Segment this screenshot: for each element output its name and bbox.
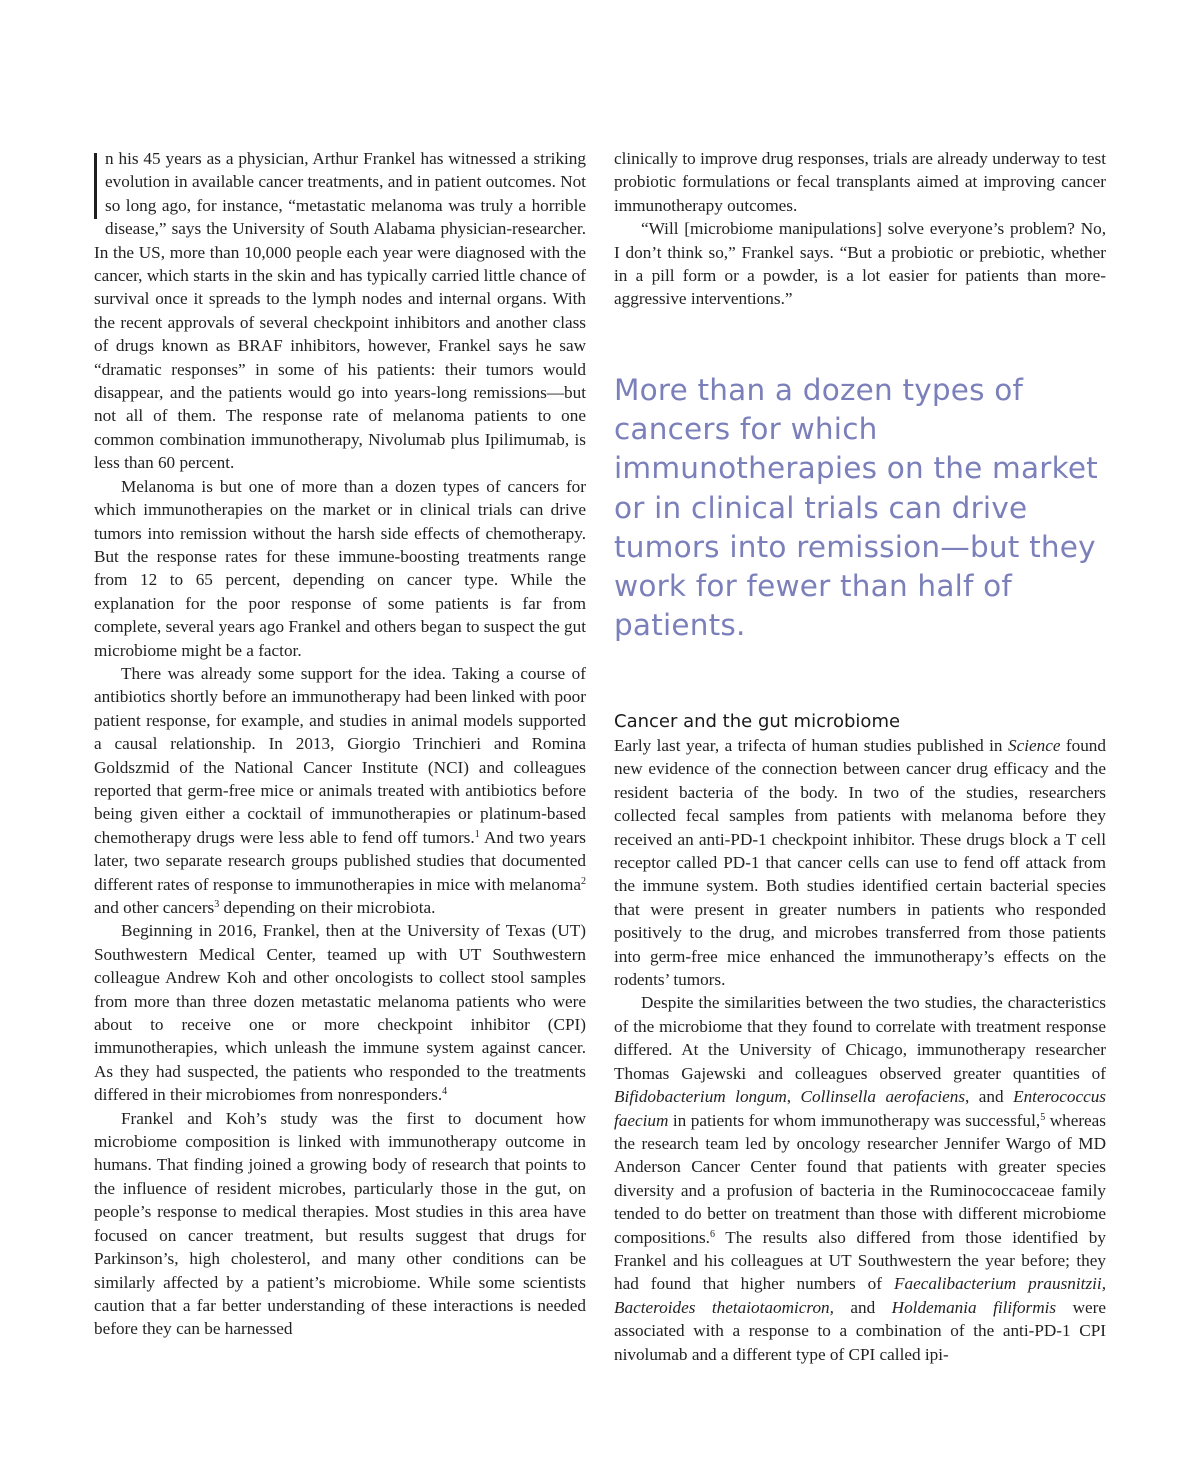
section-heading: Cancer and the gut microbiome	[614, 711, 901, 732]
paragraph: There was already some support for the idea. Taking a course of antibiotics shortly before an immunotherapy had been linked with poor patient response, for example, and studies in animal models supported a causal relationship. In 2013, Giorgio Trinchieri and Romina Goldszmid of the National Cancer Institute (NCI) and colleagues reported that germ-free mice or animals treated with antibiotics before being given either a cocktail of immunotherapies or platinum-based chemotherapy drugs were less able to fend off tumors.$^1$ And two years later, two separate research groups published studies that documented different rates of response to immunotherapies in mice with melanoma$^2$ and other cancers$^3$ depending on their microbiota.	[94, 663, 587, 917]
left-column	[94, 147, 586, 1341]
footnote-ref: 6	[709, 1228, 715, 1240]
right-column-bottom	[614, 734, 1106, 1366]
paragraph: Early last year, a trifecta of human studies published in Science found new evidence of the connection between cancer drug efficacy and the resident bacteria of the body. In two of the studies, researchers collected fecal samples from patients with melanoma before they received an anti-PD-1 checkpoint inhibitor. These drugs block a T cell receptor called PD-1 that cancer cells can use to fend off attack from the immune system. Both studies identified certain bacterial species that were present in greater numbers in patients who responded positively to the drug, and microbes transferred from those patients into germ-free mice enhanced the immunotherapy’s effects on the rodents’ tumors.	[614, 736, 1106, 990]
footnote-ref: 1	[474, 828, 480, 840]
footnote-ref: 5	[1040, 1111, 1046, 1123]
species-name: Collinsella aerofaciens	[800, 1087, 966, 1107]
pull-quote: More than a dozen types of cancers for which immunotherapies on the market or in clinical trials can drive tumors into remission—but they work for fewer than half of patients.	[614, 373, 1098, 643]
footnote-ref: 4	[442, 1086, 448, 1098]
paragraph: Beginning in 2016, Frankel, then at the University of Texas (UT) Southwestern Medical Center, teamed up with UT Southwestern colleague Andrew Koh and other oncologists to collect stool samples from more than three dozen metastatic melanoma patients who were about to receive one or more checkpoint inhibitor (CPI) immunotherapies, which unleash the immune system against cancer. As they had suspected, the patients who responded to the treatments differed in their microbiomes from nonresponders.$^4$	[94, 921, 586, 1105]
footnote-ref: 3	[214, 899, 220, 910]
species-name: Faecalibacterium prausnitzii, Bacteroides thetaiotaomicron,	[614, 1274, 1106, 1317]
dropcap-letter	[94, 153, 97, 219]
paragraph: Frankel and Koh’s study was the first to document how microbiome composition is linked with immunotherapy outcome in humans. That finding joined a growing body of research that points to the influence of resident microbes, particularly those in the gut, on people’s response to medical therapies. Most studies in this area have focused on cancer treatment, but results suggest that drugs for Parkinson’s, high cholesterol, and many other conditions can be similarly affected by a patient’s microbiome. While some scientists caution that a far better understanding of these interactions is needed before they can be harnessed	[94, 1108, 586, 1339]
paragraph: Despite the similarities between the two studies, the characteristics of the microbiome that they found to correlate with treatment response differed. At the University of Chicago, immunotherapy researcher Thomas Gajewski and colleagues observed greater quantities of Bifidobacterium longum, Collinsella aerofaciens, and Enterococcus faecium in patients for whom immunotherapy was successful,$^5$ whereas the research team led by oncology researcher Jennifer Wargo of MD Anderson Cancer Center found that patients with greater species diversity and a profusion of bacteria in the Ruminococcaceae family tended to do better on treatment than those with different microbiome compositions.$^6$ The results also differed from those identified by Frankel and his colleagues at UT Southwestern the year before; they had found that higher numbers of Faecalibacterium prausnitzii, Bacteroides thetaiotaomicron, and Holdemania filiformis were associated with a response to a combination of the anti-PD-1 CPI nivolumab and a different type of CPI called ipi-	[614, 993, 1106, 1364]
footnote-ref: 2	[581, 875, 586, 887]
paragraph: n his 45 years as a physician, Arthur Frankel has witnessed a striking evolution in available cancer treatments, and in patient outcomes. Not so long ago, for instance, “metastatic melanoma was truly a horrible disease,” says the University of South Alabama physician-researcher. In the US, more than 10,000 people each year were diagnosed with the cancer, which starts in the skin and has typically carried little chance of survival once it spreads to the lymph nodes and internal organs. With the recent approvals of several checkpoint inhibitors and another class of drugs known as BRAF inhibitors, however, Frankel says he saw “dramatic responses” in some of his patients: their tumors would disappear, and the patients would go into years-long remissions—but not all of them. The response rate of melanoma patients to one common combination immunotherapy, Nivolumab plus Ipilimumab, is less than 60 percent.	[94, 149, 586, 473]
species-name: Holdemania filiformis	[891, 1297, 1057, 1317]
right-column-top	[614, 147, 1106, 311]
paragraph: clinically to improve drug responses, trials are already underway to test probiotic formulations or fecal transplants aimed at improving cancer immunotherapy outcomes.	[614, 149, 1106, 215]
journal-name: Science	[1007, 736, 1061, 755]
paragraph: Melanoma is but one of more than a dozen types of cancers for which immunotherapies on the market or in clinical trials can drive tumors into remission without the harsh side effects of chemotherapy. But the response rates for these immune-boosting treatments range from 12 to 65 percent, depending on cancer type. While the explanation for the poor response of some patients is far from complete, several years ago Frankel and others began to suspect the gut microbiome might be a factor.	[94, 476, 586, 660]
paragraph: “Will [microbiome manipulations] solve everyone’s problem? No, I don’t think so,” Frankel says. “But a probiotic or prebiotic, whether in a pill form or a powder, is a lot easier for patients than more-aggressive interventions.”	[614, 219, 1106, 309]
species-name: Bifidobacterium longum	[614, 1087, 787, 1107]
species-name: Enterococcus faecium	[614, 1087, 1106, 1130]
